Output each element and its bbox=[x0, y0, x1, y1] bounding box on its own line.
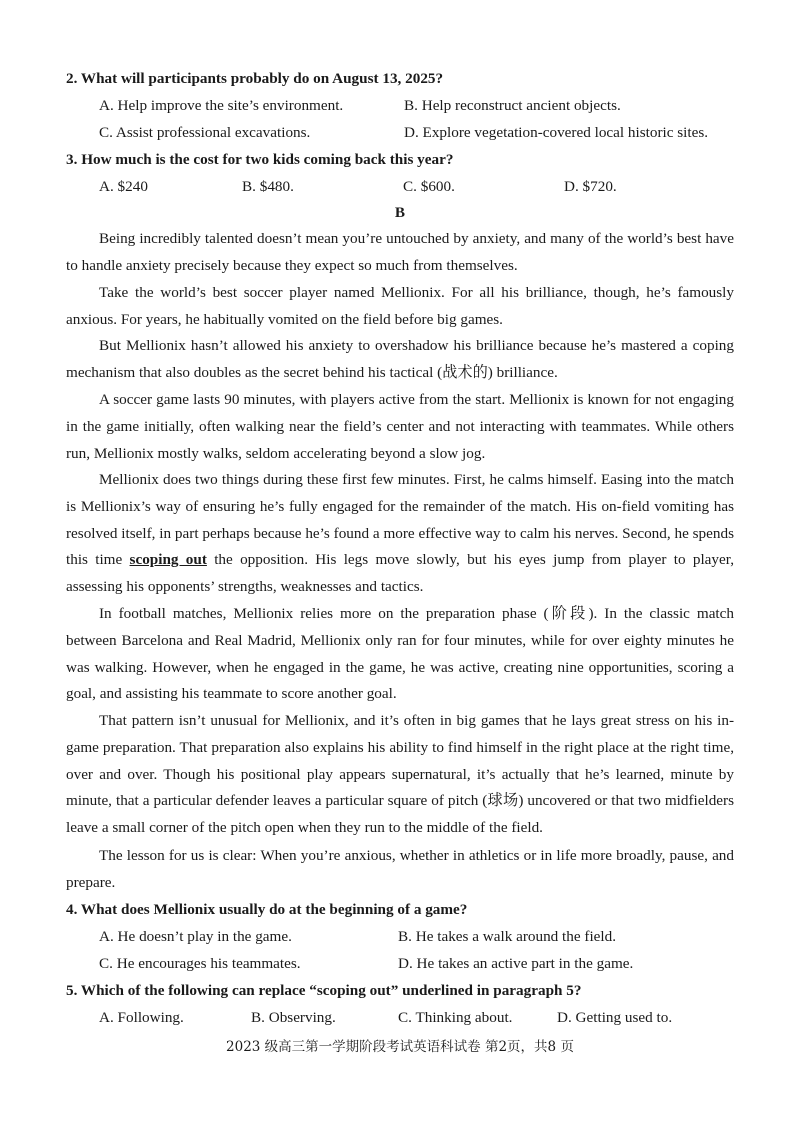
passage-paragraph-1: Being incredibly talented doesn’t mean you’re untouched by anxiety, and many of the world’s best have to handle anxiety precisely because they expect so much from themselves. bbox=[66, 230, 734, 274]
question-2-option-c: C. Assist professional excavations. bbox=[99, 124, 311, 141]
question-3-option-d: D. $720. bbox=[564, 178, 617, 195]
question-5-option-d: D. Getting used to. bbox=[557, 1009, 673, 1026]
section-label: B bbox=[394, 204, 406, 221]
passage-paragraph-4: A soccer game lasts 90 minutes, with players active from the start. Mellionix is known for not engaging in the game initially, often walking near the field’s center and not interacting with teammates. While others run, Mellionix mostly walks, seldom accelerating beyond a slow jog. bbox=[66, 391, 734, 462]
page-footer: 2023 级高三第一学期阶段考试英语科试卷 第2页，共8 页 bbox=[226, 1039, 574, 1055]
question-3-option-b: B. $480. bbox=[242, 178, 294, 195]
question-4-option-c: C. He encourages his teammates. bbox=[99, 955, 301, 972]
question-5-option-b: B. Observing. bbox=[251, 1009, 336, 1026]
question-2-option-a: A. Help improve the site’s environment. bbox=[99, 97, 344, 114]
question-4-option-b: B. He takes a walk around the field. bbox=[398, 928, 617, 945]
passage-paragraph-6: In football matches, Mellionix relies more on the preparation phase (阶段). In the classic match between Barcelona and Real Madrid, Mellionix only ran for four minutes, while for over eighty minutes he was walking. However, when he engaged in the game, he was active, creating nine opportunities, scoring a goal, and assisting his teammate to score another goal. bbox=[66, 605, 734, 703]
question-3-option-c: C. $600. bbox=[403, 178, 455, 195]
question-2-stem: 2. What will participants probably do on August 13, 2025? bbox=[66, 70, 444, 87]
question-2-option-b: B. Help reconstruct ancient objects. bbox=[404, 97, 621, 114]
underlined-phrase: scoping out bbox=[129, 551, 207, 569]
question-2-option-d: D. Explore vegetation-covered local historic sites. bbox=[404, 124, 709, 141]
passage-paragraph-3: But Mellionix hasn’t allowed his anxiety to overshadow his brilliance because he’s mastered a coping mechanism that also doubles as the secret behind his tactical (战术的) brilliance. bbox=[66, 337, 734, 381]
passage-paragraph-8: The lesson for us is clear: When you’re anxious, whether in athletics or in life more broadly, pause, and prepare. bbox=[66, 847, 734, 891]
question-3-option-a: A. $240 bbox=[99, 178, 148, 195]
paragraph-5-text-before: Mellionix does two things during these first few minutes. First, he calms himself. Easing into the match is Mellionix’s way of ensuring he’s fully engaged for the remainder of the match. His on-field vomiting has resolved itself, in part perhaps because he’s found a more effective way to calm his nerves. Second, he spends this time bbox=[66, 471, 734, 569]
question-5-option-c: C. Thinking about. bbox=[398, 1009, 513, 1026]
question-3-stem: 3. How much is the cost for two kids coming back this year? bbox=[66, 151, 454, 168]
paragraph-5-text-after: the opposition. His legs move slowly, but his eyes jump from player to player, assessing his opponents’ strengths, weaknesses and tactics. bbox=[66, 551, 734, 596]
question-4-option-a: A. He doesn’t play in the game. bbox=[99, 928, 292, 945]
passage-paragraph-7: That pattern isn’t unusual for Mellionix, and it’s often in big games that he lays great stress on his in-game preparation. That preparation also explains his ability to find himself in the right place at the right time, over and over. Though his positional play appears supernatural, it’s actually that he’s learned, minute by minute, that a particular defender leaves a particular square of pitch (球场) uncovered or that two midfielders leave a small corner of the pitch open when they run to the middle of the field. bbox=[66, 712, 734, 837]
question-4-option-d: D. He takes an active part in the game. bbox=[398, 955, 634, 972]
passage-paragraph-5 bbox=[66, 467, 734, 601]
question-4-stem: 4. What does Mellionix usually do at the beginning of a game? bbox=[66, 901, 468, 918]
passage-paragraph-2: Take the world’s best soccer player named Mellionix. For all his brilliance, though, he’s famously anxious. For years, he habitually vomited on the field before big games. bbox=[66, 284, 734, 328]
question-5-option-a: A. Following. bbox=[99, 1009, 184, 1026]
question-5-stem: 5. Which of the following can replace “scoping out” underlined in paragraph 5? bbox=[66, 982, 582, 999]
